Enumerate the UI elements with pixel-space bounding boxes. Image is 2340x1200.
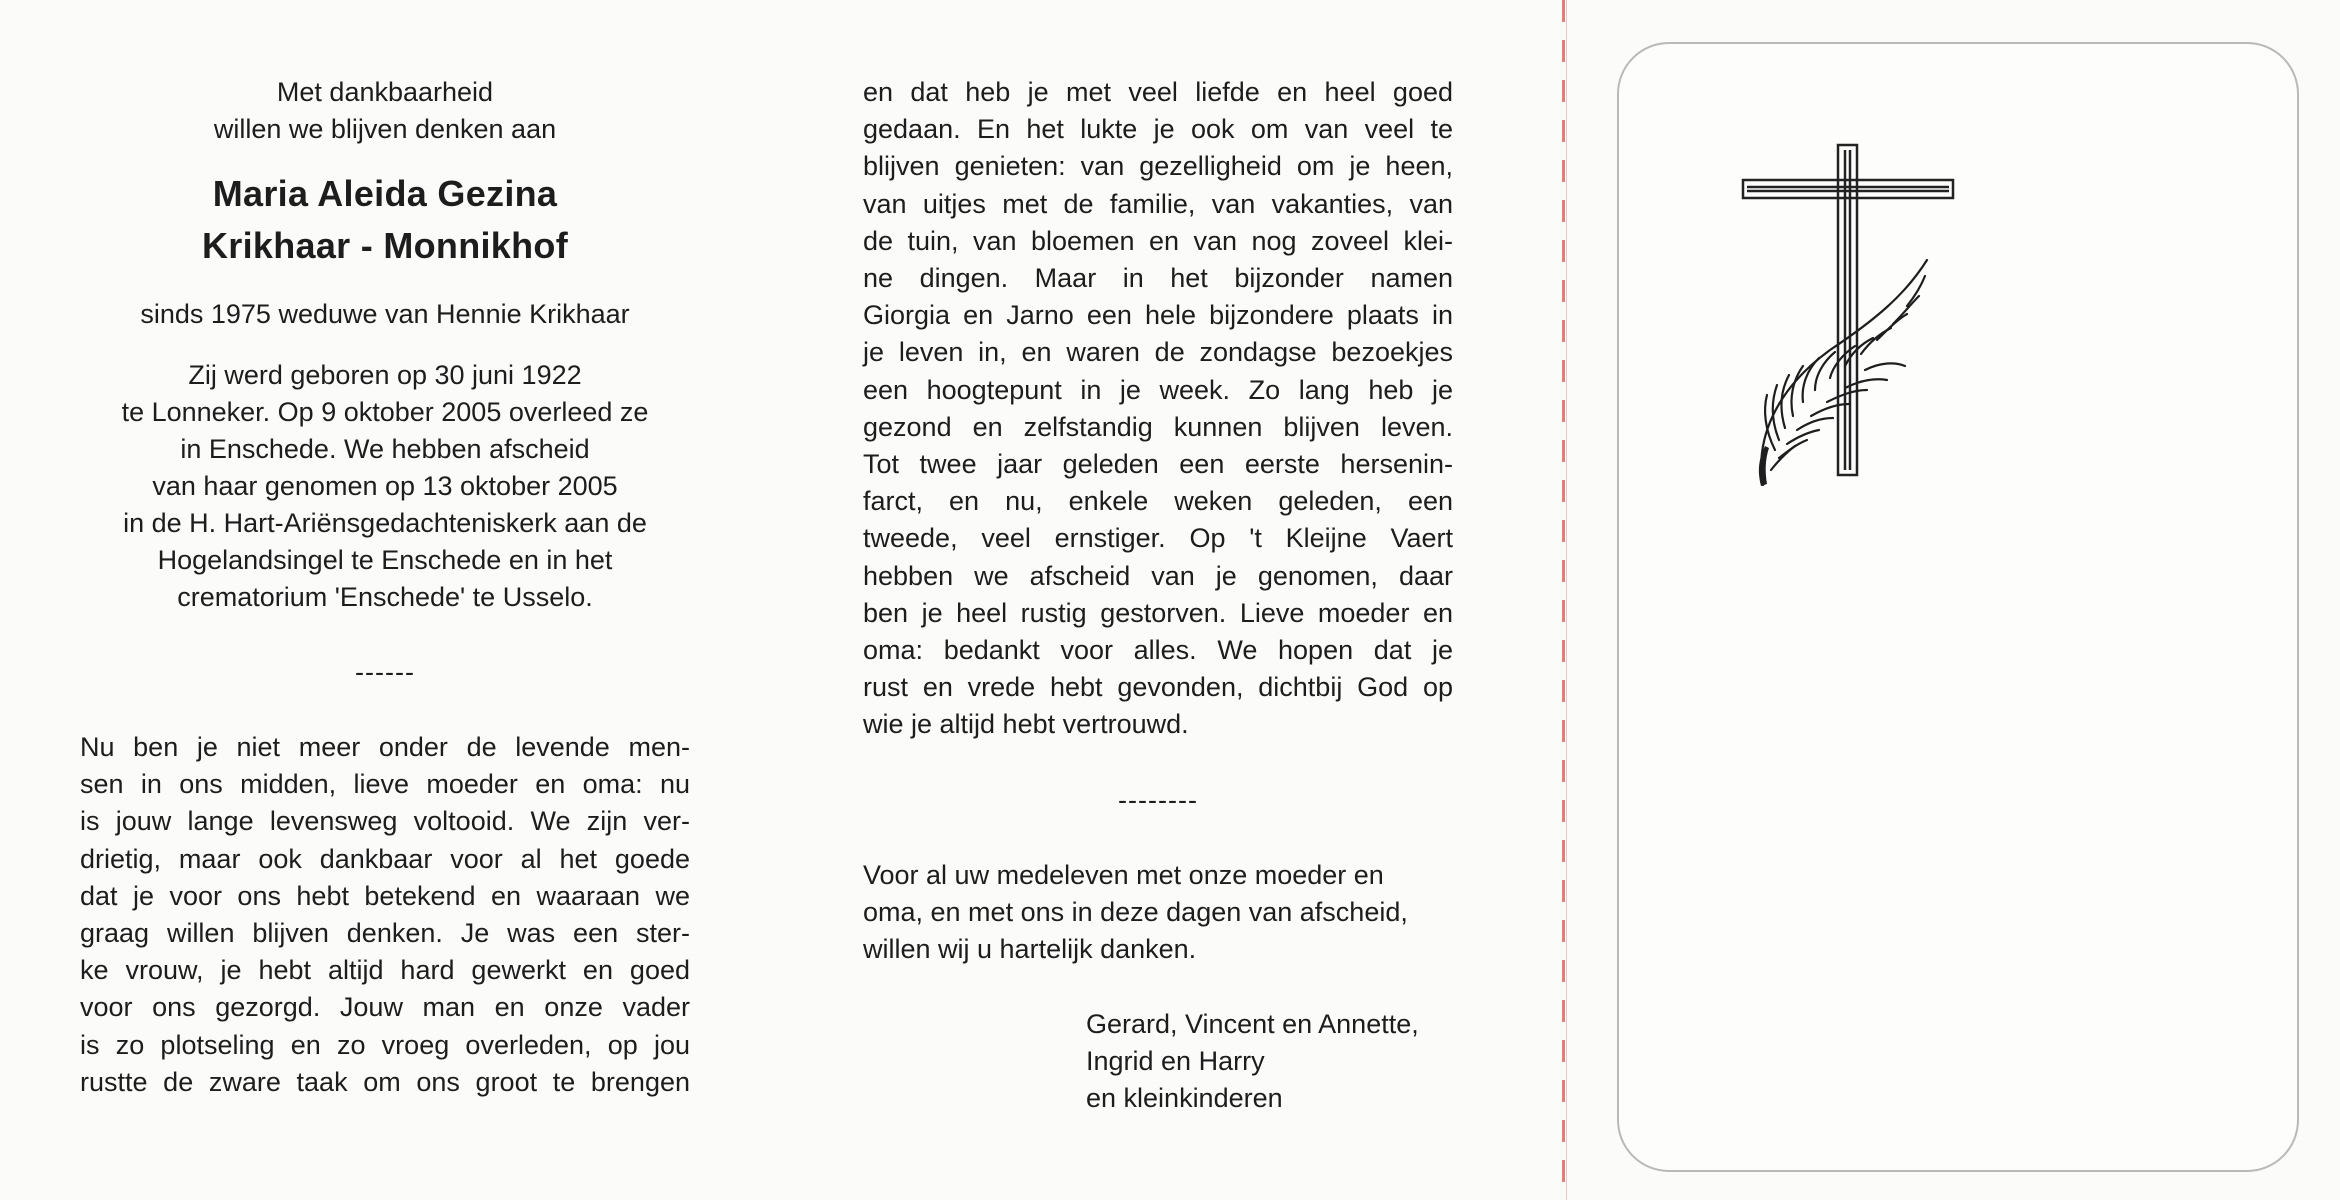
text-line: drietig, maar ook dankbaar voor al het goede (80, 843, 690, 874)
eulogy-text (80, 729, 690, 1101)
detail-line: in de H. Hart-Ariënsgedachteniskerk aan de (123, 508, 647, 538)
name-line: Krikhaar - Monnikhof (201, 225, 569, 266)
text-line: voor ons gezorgd. Jouw man en onze vader (80, 992, 690, 1023)
text-line: hebben we afscheid van je genomen, daar (863, 560, 1453, 591)
widow-line: sinds 1975 weduwe van Hennie Krikhaar (140, 299, 630, 329)
text-line: tweede, veel ernstiger. Op 't Kleijne Vaert (863, 523, 1453, 554)
text-line: en dat heb je met veel liefde en heel goed (863, 77, 1453, 107)
separator: -------- (1118, 784, 1198, 815)
eulogy-continued (863, 74, 1453, 744)
signature-line: Gerard, Vincent en Annette, (1086, 1008, 1419, 1039)
detail-line: in Enschede. We hebben afscheid (180, 434, 590, 464)
intro-line: Met dankbaarheid (276, 77, 494, 107)
life-details (80, 357, 690, 616)
text-line: blijven genieten: van gezelligheid om je heen, (863, 151, 1453, 182)
thanks-line: Voor al uw medeleven met onze moeder en (863, 859, 1384, 890)
intro-line: willen we blijven denken aan (213, 114, 557, 144)
middle-page (863, 74, 1453, 1117)
text-line: graag willen blijven denken. Je was een ster- (80, 918, 690, 949)
text-line: van uitjes met de familie, van vakanties, van (863, 188, 1453, 219)
text-line: oma: bedankt voor alles. We hopen dat je (863, 635, 1453, 666)
text-line: ne dingen. Maar in het bijzonder namen (863, 263, 1453, 294)
text-line: je leven in, en waren de zondagse bezoekjes (863, 337, 1453, 368)
detail-line: Hogelandsingel te Enschede en in het (157, 545, 613, 575)
detail-line: Zij werd geboren op 30 juni 1922 (188, 360, 582, 390)
thanks-line: oma, en met ons in deze dagen van afscheid, (863, 896, 1408, 927)
text-line: gedaan. En het lukte je ook om van veel te (863, 114, 1453, 145)
text-line: ke vrouw, je hebt altijd hard gewerkt en goed (80, 955, 690, 986)
text-line: ben je heel rustig gestorven. Lieve moeder en (863, 597, 1453, 628)
text-line: is zo plotseling en zo vroeg overleden, op jou (80, 1029, 690, 1060)
name-line: Maria Aleida Gezina (212, 173, 558, 214)
deceased-name (80, 168, 690, 272)
text-line: een hoogtepunt in je week. Zo lang heb je (863, 374, 1453, 405)
text-line: de tuin, van bloemen en van nog zoveel klei- (863, 225, 1453, 256)
fold-line (1562, 0, 1565, 1200)
signature (1086, 1006, 1453, 1117)
text-line: Giorgia en Jarno een hele bijzondere plaats in (863, 300, 1453, 331)
text-line: Nu ben je niet meer onder de levende men- (80, 732, 690, 762)
cross-with-palm-branch-icon (1735, 140, 1965, 490)
text-line: sen in ons midden, lieve moeder en oma: nu (80, 769, 690, 800)
text-line: gezond en zelfstandig kunnen blijven leven. (863, 411, 1453, 442)
signature-line: Ingrid en Harry (1086, 1045, 1265, 1076)
detail-line: te Lonneker. Op 9 oktober 2005 overleed ze (121, 397, 649, 427)
text-line: rustte de zware taak om ons groot te brengen (80, 1066, 690, 1097)
intro (80, 74, 690, 148)
separator: ------ (355, 657, 415, 687)
text-line: Tot twee jaar geleden een eerste hersenin- (863, 449, 1453, 480)
thanks-line: willen wij u hartelijk danken. (863, 933, 1197, 964)
text-line: wie je altijd hebt vertrouwd. (863, 709, 1189, 740)
signature-line: en kleinkinderen (1086, 1082, 1283, 1113)
left-page (80, 74, 690, 1101)
text-line: farct, en nu, enkele weken geleden, een (863, 486, 1453, 517)
detail-line: crematorium 'Enschede' te Usselo. (177, 582, 593, 612)
detail-line: van haar genomen op 13 oktober 2005 (152, 471, 618, 501)
text-line: rust en vrede hebt gevonden, dichtbij God op (863, 672, 1453, 703)
text-line: is jouw lange levensweg voltooid. We zijn ver- (80, 806, 690, 837)
fold-shadow (1566, 0, 1567, 1200)
thanks-text (863, 857, 1453, 968)
text-line: dat je voor ons hebt betekend en waaraan we (80, 880, 690, 911)
